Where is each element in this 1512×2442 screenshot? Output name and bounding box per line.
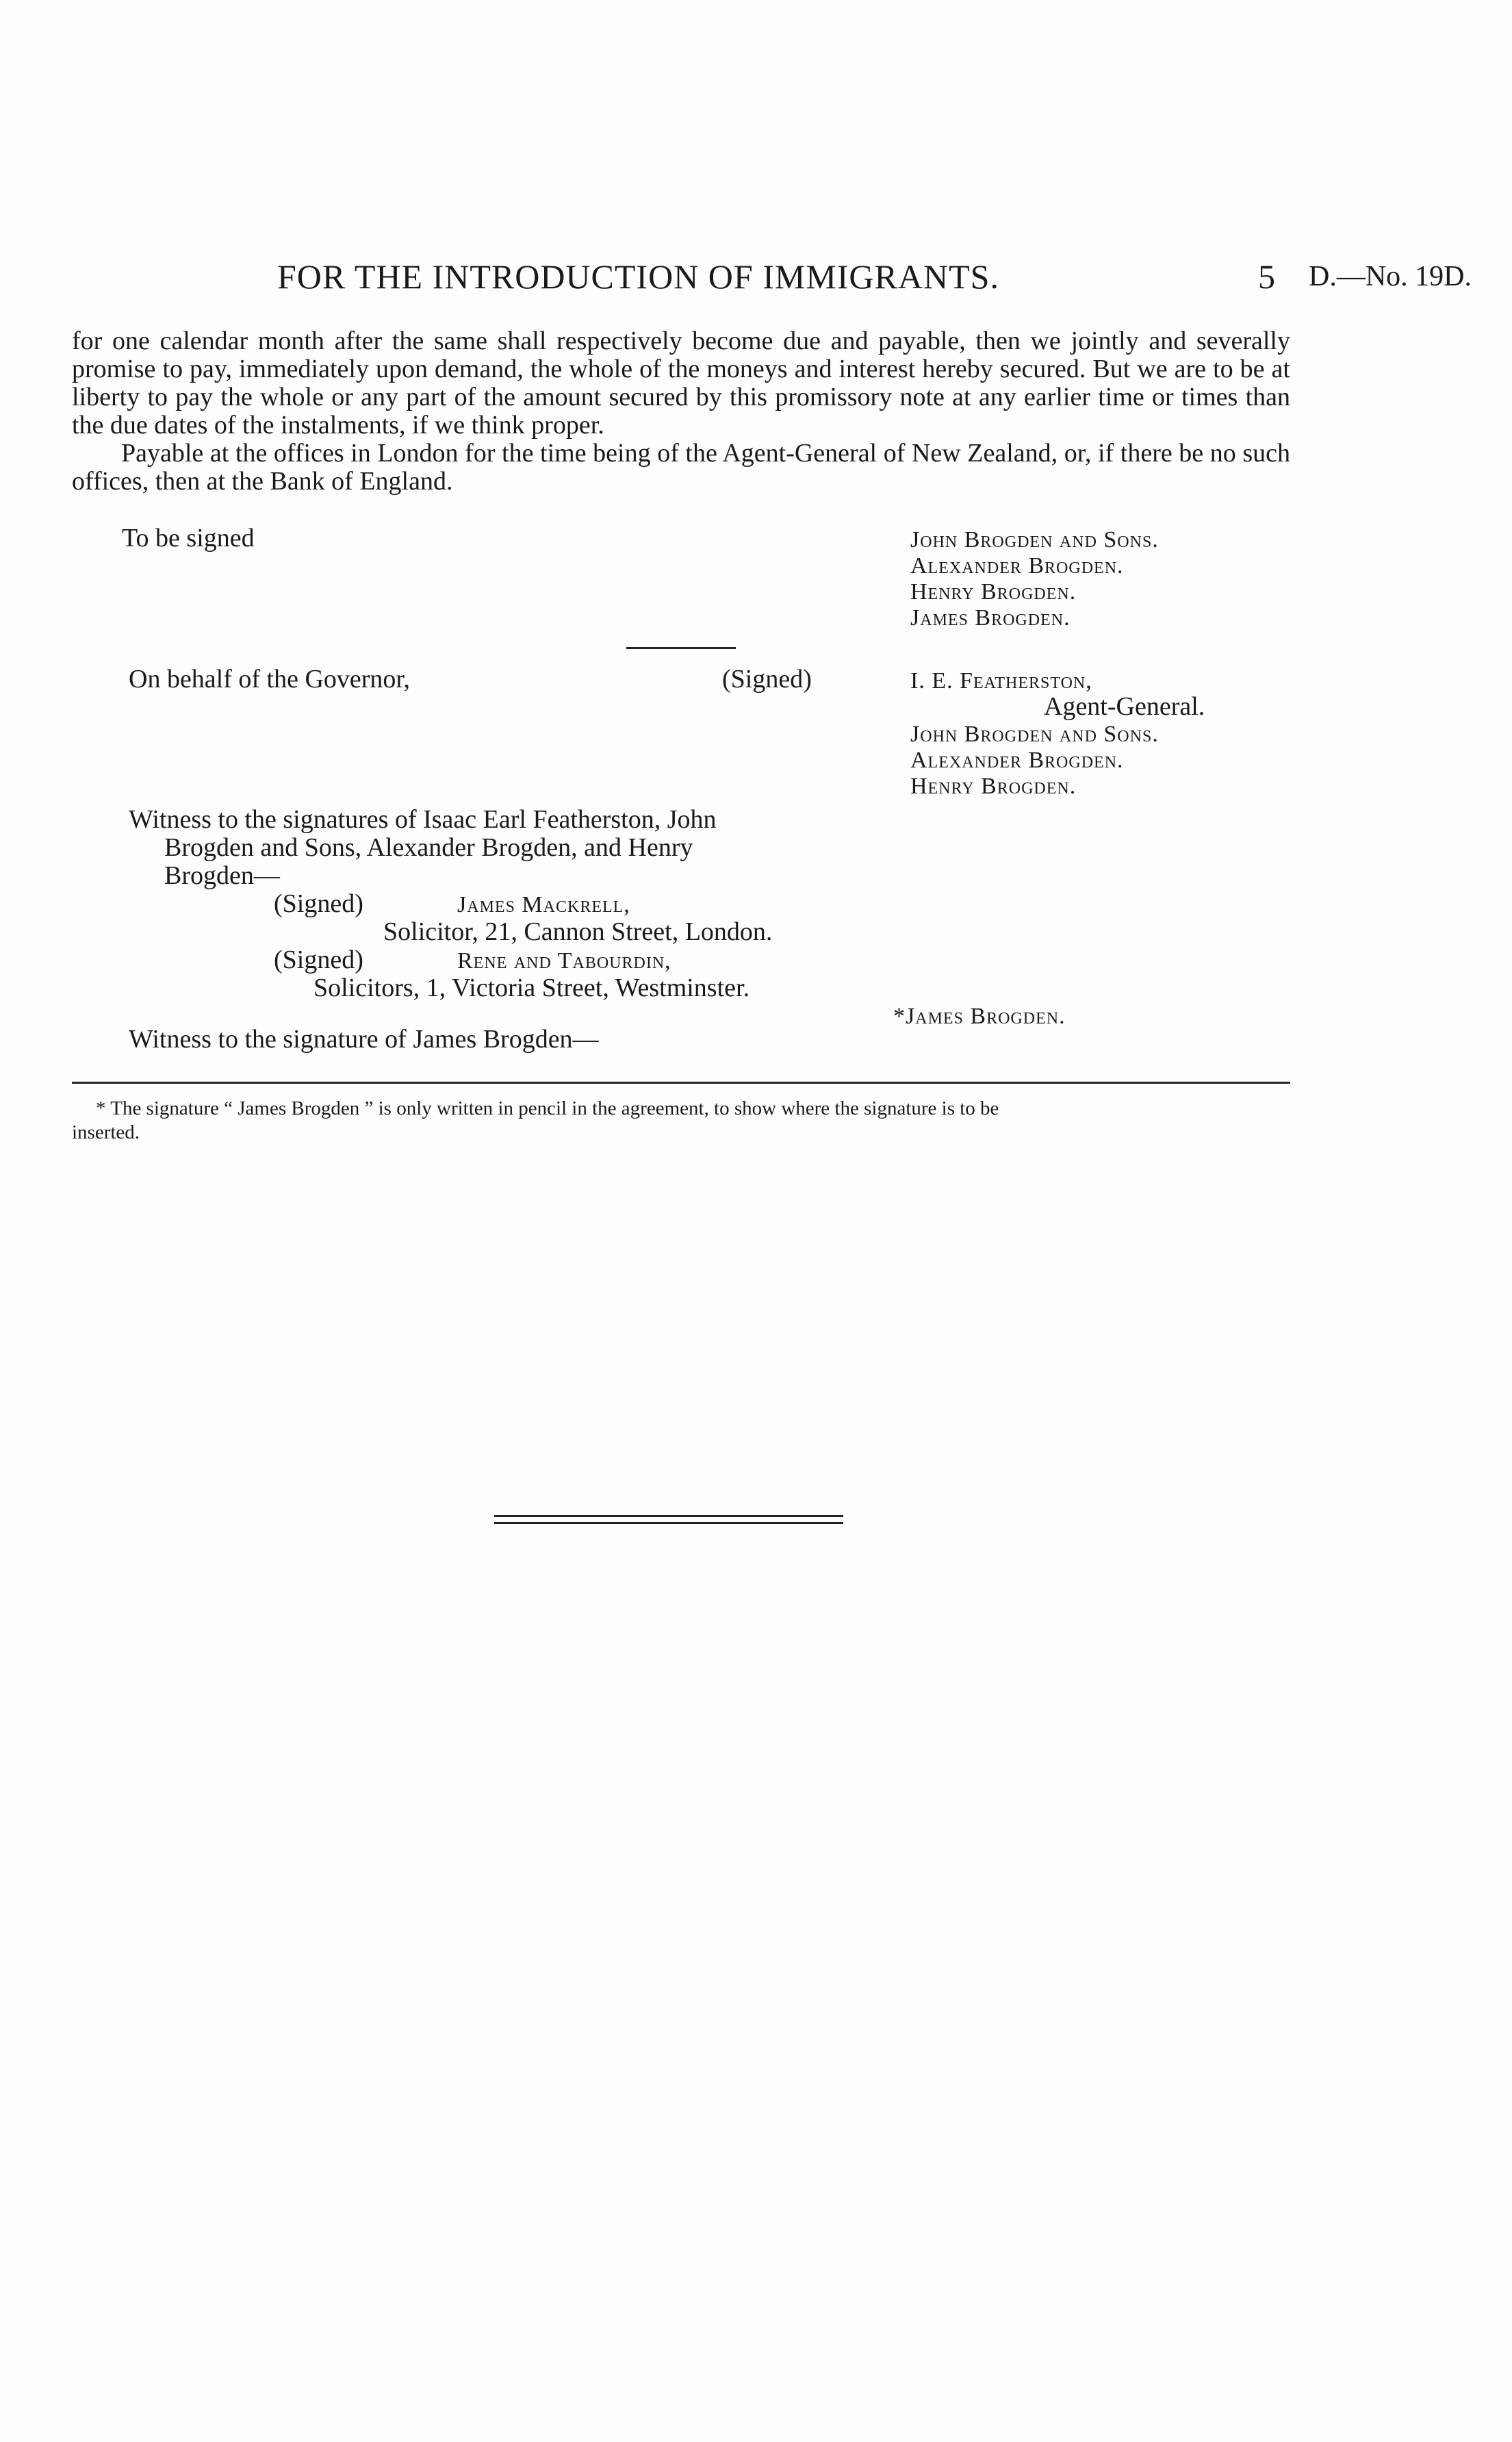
paragraph-2: Payable at the offices in London for the time being of the Agent-General of New Zealand, or, if there be no such offices, then at the Bank of England. <box>72 439 1290 496</box>
signatory-7: Henry Brogden. <box>910 774 1077 799</box>
signed-label: (Signed) <box>722 665 812 694</box>
witness-1-signed: (Signed) <box>274 889 363 918</box>
signature-rule <box>626 647 736 649</box>
agent-general-title: Agent-General. <box>1044 692 1205 721</box>
signatory-3: Henry Brogden. <box>910 579 1077 605</box>
paragraph-1: for one calendar month after the same shall respectively become due and payable, then we jointly and severally promise to pay, immediately upon demand, the whole of the moneys and interest hereby secured. But we are to be at liberty to pay the whole or any part of the amount secured by this promissory note at any earlier time or times than the due dates of the instalments, if we think proper. <box>72 327 1290 440</box>
footnote-line-2: inserted. <box>72 1121 140 1143</box>
witness-2-name: Rene and Tabourdin, <box>457 948 671 974</box>
witness-1-address: Solicitor, 21, Cannon Street, London. <box>383 917 773 946</box>
witness-1-name: James Mackrell, <box>457 892 630 917</box>
on-behalf-of-governor: On behalf of the Governor, <box>129 665 411 694</box>
end-rule-bottom <box>494 1522 843 1524</box>
featherston-signature: I. E. Featherston, <box>910 668 1092 694</box>
witness-line-2: Brogden and Sons, Alexander Brogden, and Henry <box>164 833 693 862</box>
page-number: 5 <box>1258 257 1275 296</box>
to-be-signed: To be signed <box>122 524 255 552</box>
footnote-rule <box>72 1082 1290 1084</box>
james-brogden-signature: *James Brogden. <box>893 1004 1066 1029</box>
witness-james-brogden: Witness to the signature of James Brogden— <box>129 1025 599 1054</box>
signatory-5: John Brogden and Sons. <box>910 722 1159 747</box>
signatory-1: John Brogden and Sons. <box>910 527 1159 552</box>
witness-line-3: Brogden— <box>164 861 280 890</box>
end-rule-top <box>494 1515 843 1517</box>
signatory-6: Alexander Brogden. <box>910 748 1124 773</box>
running-title: FOR THE INTRODUCTION OF IMMIGRANTS. <box>277 257 999 296</box>
signatory-4: James Brogden. <box>910 605 1071 631</box>
body-text <box>72 327 1290 496</box>
witness-2-address: Solicitors, 1, Victoria Street, Westminster. <box>313 974 750 1002</box>
witness-2-signed: (Signed) <box>274 945 363 974</box>
document-reference: D.—No. 19D. <box>1309 261 1472 292</box>
witness-line-1: Witness to the signatures of Isaac Earl Featherston, John <box>129 805 717 834</box>
signatory-2: Alexander Brogden. <box>910 553 1124 578</box>
footnote-line-1: * The signature “ James Brogden ” is only written in pencil in the agreement, to show where the signature is to be <box>96 1097 999 1119</box>
